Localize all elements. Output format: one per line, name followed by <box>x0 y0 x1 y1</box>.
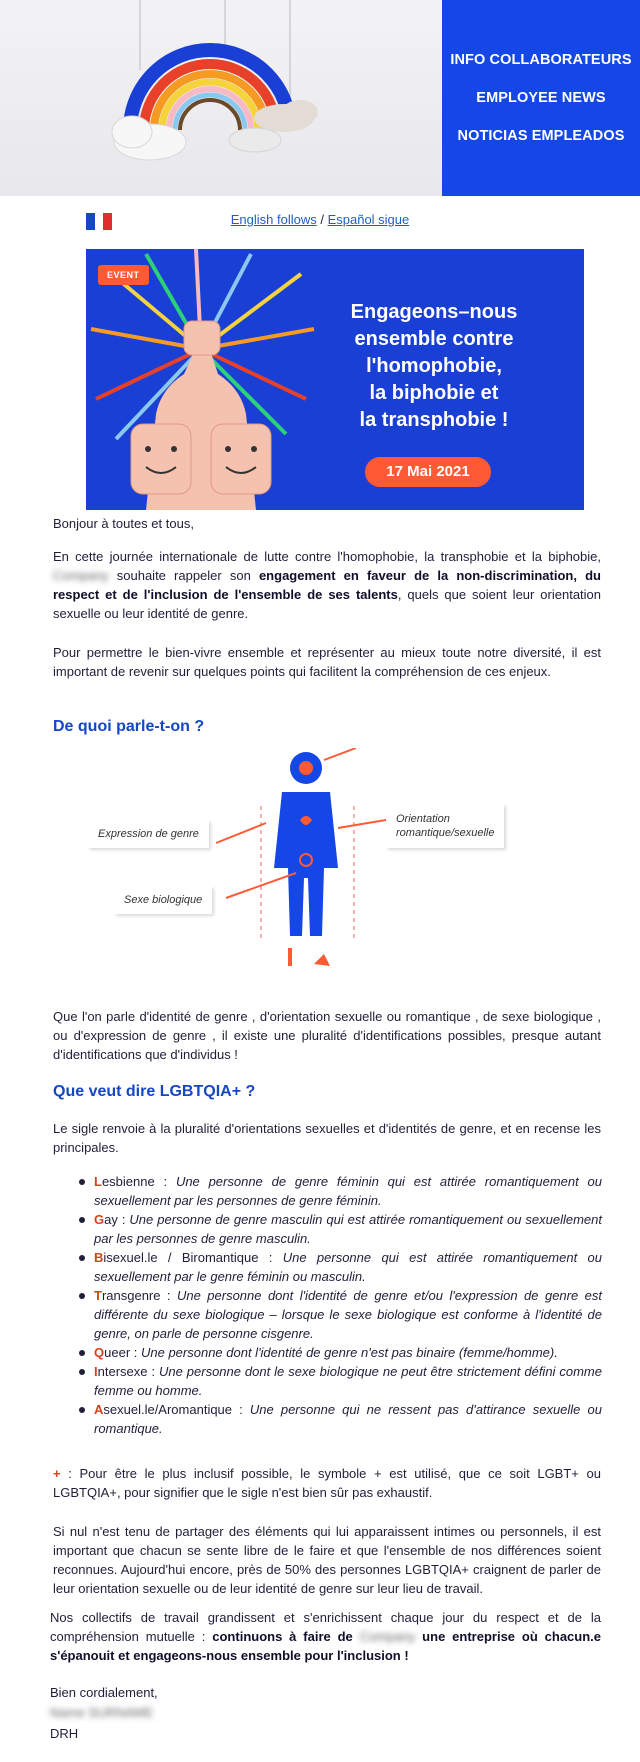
term: ransgenre : <box>101 1288 177 1303</box>
plus-symbol: + <box>53 1466 61 1481</box>
freedom-paragraph: Si nul n'est tenu de partager des éléments qui lui apparaissent intimes ou personnels, il est important que chacun se sente libre de le faire et que l'ensemble de nos différences soient reconnues. Aujourd'hui encore, près de 50% des personnes LGBTQIA+ craignent de parler de leur orientation sexuelle ou de leur identité de genre sur leur lieu de travail. <box>53 1524 601 1596</box>
term: isexuel.le / Biromantique : <box>103 1250 283 1265</box>
list-item <box>78 1343 602 1362</box>
language-links <box>0 212 640 227</box>
section-heading-lgbt: Que veut dire LGBTQIA+ ? <box>53 1083 256 1100</box>
acronym-letter: G <box>94 1212 105 1227</box>
collective-paragraph <box>50 1608 601 1665</box>
label-sexe-biologique: Sexe biologique <box>114 886 212 914</box>
list-item <box>78 1210 602 1248</box>
rainbow-illustration <box>0 0 442 196</box>
plus-paragraph <box>53 1464 601 1502</box>
banner-title-line: Engageons–nous <box>350 301 518 323</box>
header-link-employee-news[interactable]: EMPLOYEE NEWS <box>476 90 606 106</box>
espanol-sigue-link[interactable]: Español sigue <box>327 212 410 227</box>
event-banner <box>86 249 584 510</box>
header-link-collaborateurs[interactable]: INFO COLLABORATEURS <box>450 52 632 68</box>
banner-title <box>314 299 554 434</box>
term: sexuel.le/Aromantique : <box>103 1402 250 1417</box>
list-item <box>78 1248 602 1286</box>
acronym-letter: Q <box>94 1345 105 1360</box>
label-orientation <box>386 804 504 848</box>
definition: Une personne dont le sexe biologique ne peut être strictement défini comme femme ou homme. <box>94 1364 602 1398</box>
label-expression-genre: Expression de genre <box>88 820 209 848</box>
definition: Une personne de genre masculin qui est attirée romantiquement ou sexuellement par les personnes de genre masculin. <box>94 1212 602 1246</box>
acronym-letter: A <box>94 1402 104 1417</box>
event-date-badge: 17 Mai 2021 <box>365 457 491 487</box>
company-name-blurred: Company <box>53 568 109 583</box>
acronym-letter: B <box>94 1250 104 1265</box>
term: ueer : <box>104 1345 141 1360</box>
greeting: Bonjour à toutes et tous, <box>53 516 194 531</box>
event-tag: EVENT <box>98 265 149 285</box>
signer-name-blurred: Name SURNAME <box>50 1705 154 1720</box>
definition: Une personne qui ne ressent pas d'attirance sexuelle ou romantique. <box>94 1402 602 1436</box>
acronym-letter: T <box>94 1288 102 1303</box>
banner-title-line: la biphobie et <box>369 382 499 404</box>
collective-bold-a: continuons à faire de <box>212 1629 360 1644</box>
definition: Une personne dont l'identité de genre n'est pas binaire (femme/homme). <box>140 1345 558 1360</box>
header-link-noticias[interactable]: NOTICIAS EMPLEADOS <box>457 128 625 144</box>
intro-paragraph <box>53 547 601 623</box>
gender-diagram <box>86 748 546 978</box>
plus-text: : Pour être le plus inclusif possible, le symbole + est utilisé, que ce soit LGBT+ ou LGBTQIA+, pour signifier que le sigle n'est bien sûr pas exhaustif. <box>53 1466 601 1500</box>
list-item <box>78 1286 602 1343</box>
label-orientation-line: Orientation <box>396 813 450 825</box>
signer-department: DRH <box>50 1726 79 1741</box>
identity-paragraph: Que l'on parle d'identité de genre , d'orientation sexuelle ou romantique , de sexe biologique , ou d'expression de genre , il existe une pluralité d'identifications possibles, presque autant d'identifications que d'individus ! <box>53 1009 601 1062</box>
term: ntersexe : <box>97 1364 159 1379</box>
definition: Une personne de genre féminin qui est attirée romantiquement ou sexuellement par les personnes de genre féminin. <box>94 1174 602 1208</box>
definition: Une personne dont l'identité de genre et/ou l'expression de genre est différente du sexe biologique – lorsque le sexe biologique est conforme à l'identité de genre, on parle de personne cisgenre. <box>94 1288 602 1341</box>
company-name-blurred: Company <box>359 1629 416 1644</box>
term: esbienne : <box>101 1174 176 1189</box>
collective-bold-b: une entreprise où chacun.e s'épanouit et engageons-nous ensemble pour l'inclusion ! <box>50 1629 602 1663</box>
language-bar <box>0 210 640 232</box>
intro-text-b: souhaite rappeler son <box>108 568 259 583</box>
list-item <box>78 1362 602 1400</box>
diversity-paragraph: Pour permettre le bien-vivre ensemble et représenter au mieux toute notre diversité, il est important de revenir sur quelques points qui facilitent la compréhension de ces enjeux. <box>53 645 601 679</box>
banner-title-line: l'homophobie, <box>366 355 502 377</box>
lgbt-definitions-list <box>78 1172 602 1438</box>
person-figure-illustration <box>86 748 546 978</box>
definition: Une personne qui est attirée romantiquement ou sexuellement par le genre féminin ou masculin. <box>94 1250 602 1284</box>
lang-separator: / <box>316 212 328 227</box>
english-follows-link[interactable]: English follows <box>230 212 317 227</box>
header-nav <box>442 0 640 196</box>
intro-text-c: , quels que soient leur orientation sexuelle ou leur identité de genre. <box>53 587 602 621</box>
term: ay : <box>104 1212 130 1227</box>
intro-bold: engagement en faveur de la non-discrimination, du respect et de l'inclusion de l'ensemble de ses talents <box>53 568 601 602</box>
label-orientation-line: romantique/sexuelle <box>396 827 495 839</box>
acronym-letter: L <box>94 1174 102 1189</box>
closing: Bien cordialement, <box>50 1685 158 1700</box>
list-item <box>78 1172 602 1210</box>
list-item <box>78 1400 602 1438</box>
collective-text: Nos collectifs de travail grandissent et s'enrichissent chaque jour du respect et de la compréhension mutuelle : <box>50 1610 601 1644</box>
email-header <box>0 0 640 196</box>
intro-text-a: En cette journée internationale de lutte contre l'homophobie, la transphobie et la biphobie, <box>53 549 601 564</box>
acronym-intro: Le sigle renvoie à la pluralité d'orientations sexuelles et d'identités de genre, et en recense les principales. <box>53 1121 601 1155</box>
section-heading-what: De quoi parle-t-on ? <box>53 718 205 735</box>
banner-title-line: ensemble contre <box>354 328 514 350</box>
acronym-letter: I <box>94 1364 98 1379</box>
banner-title-line: la transphobie ! <box>359 409 509 431</box>
